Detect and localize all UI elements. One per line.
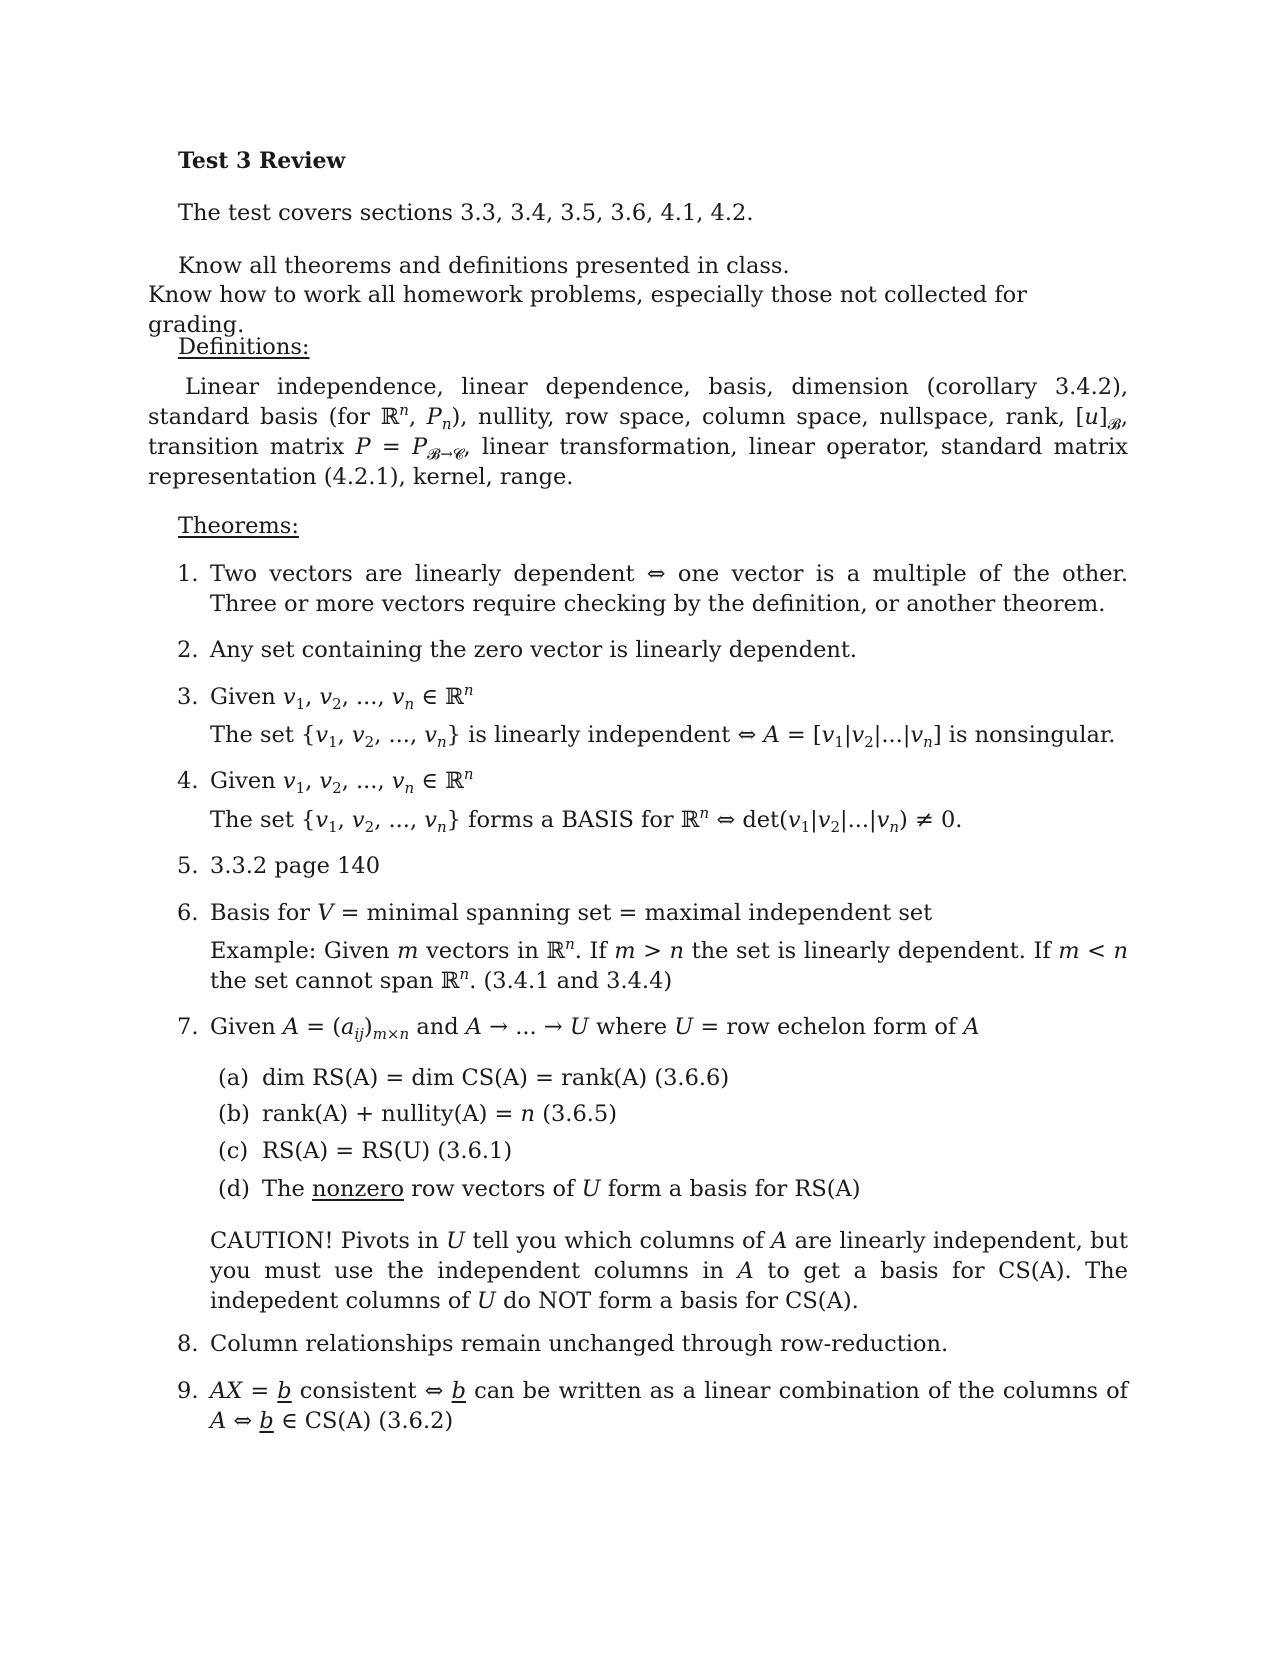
subitem-c: RS(A) = RS(U) (3.6.1)	[262, 1138, 513, 1164]
theorem-item-6: Basis for V = minimal spanning set = maximal independent set	[210, 900, 933, 926]
page-title: Test 3 Review	[178, 148, 346, 174]
subitem-label: (b)	[218, 1101, 250, 1127]
item-number: 1.	[177, 561, 199, 587]
subitem-label: (a)	[218, 1065, 249, 1091]
theorem-item-5: 3.3.2 page 140	[210, 853, 381, 879]
theorem-item-1: Two vectors are linearly dependent ⇔ one vector is a multiple of the other. Three or more vectors require checking by the definition, or another theorem.	[210, 561, 1128, 617]
subitem-a: dim RS(A) = dim CS(A) = rank(A) (3.6.6)	[262, 1065, 730, 1091]
know-theorems-text: Know all theorems and definitions presented in class.	[178, 253, 790, 279]
theorem-item-9: AX = b consistent ⇔ b can be written as a linear combination of the columns of A ⇔ b ∈ CS(A) (3.6.2)	[210, 1378, 1128, 1434]
theorem-item-8: Column relationships remain unchanged through row-reduction.	[210, 1331, 949, 1357]
item-number: 8.	[177, 1331, 199, 1357]
theorem-item-7: Given $A = (a_{ij})_{m\times n}$ and A → ... → U where U = row echelon form of A	[210, 1014, 980, 1043]
item-number: 4.	[177, 768, 199, 794]
item-number: 9.	[177, 1378, 199, 1404]
theorem-item-3-statement: The set {$v_1$, $v_2$, ..., $v_n$} is linearly independent ⇔ $A = [v_1|v_2|...|v_n]$ is nonsingular.	[210, 722, 1116, 751]
subitem-label: (c)	[218, 1138, 249, 1164]
theorem-item-3-given: Given $v_1$, $v_2$, ..., $v_n$ ∈ ℝ$^n$	[210, 681, 474, 713]
definitions-heading: Definitions:	[178, 334, 310, 360]
theorem-item-4-statement: The set {$v_1$, $v_2$, ..., $v_n$} forms a BASIS for ℝ$^n$ ⇔ $\det(v_1|v_2|...|v_n) \ne 0$.	[210, 804, 963, 836]
item-number: 7.	[177, 1014, 199, 1040]
theorem-item-4-given: Given $v_1$, $v_2$, ..., $v_n$ ∈ ℝ$^n$	[210, 765, 474, 797]
item-number: 2.	[177, 637, 199, 663]
definitions-paragraph: Linear independence, linear dependence, basis, dimension (corollary 3.4.2), standard basis (for ℝ$^n$, $P_n$), nullity, row space, column space, nullspace, rank, $[u]_𝓑$, transition matrix $P = P_{𝓑\to 𝓒}$, linear transformation, linear operator, standard matrix representation (4.2.1), kernel, range.	[148, 374, 1128, 490]
theorem-item-6-example: Example: Given m vectors in ℝ$^n$. If m > n the set is linearly dependent. If m < n the set cannot span ℝ$^n$. (3.4.1 and 3.4.4)	[210, 935, 1129, 994]
item-number: 5.	[177, 853, 199, 879]
subitem-b: rank(A) + nullity(A) = n (3.6.5)	[262, 1101, 618, 1127]
item-number: 3.	[177, 684, 199, 710]
theorem-item-2: Any set containing the zero vector is linearly dependent.	[210, 637, 858, 663]
covers-text: The test covers sections 3.3, 3.4, 3.5, 3.6, 4.1, 4.2.	[178, 200, 754, 226]
subitem-label: (d)	[218, 1176, 250, 1202]
caution-note: CAUTION! Pivots in U tell you which columns of A are linearly independent, but you must use the independent columns in A to get a basis for CS(A). The indepedent columns of U do NOT form a basis for CS(A).	[210, 1228, 1129, 1314]
item-number: 6.	[177, 900, 199, 926]
subitem-d: The nonzero row vectors of U form a basis for RS(A)	[262, 1176, 861, 1202]
theorems-heading: Theorems:	[178, 513, 299, 539]
know-homework-text: Know how to work all homework problems, especially those not collected for grading.	[148, 282, 1027, 338]
